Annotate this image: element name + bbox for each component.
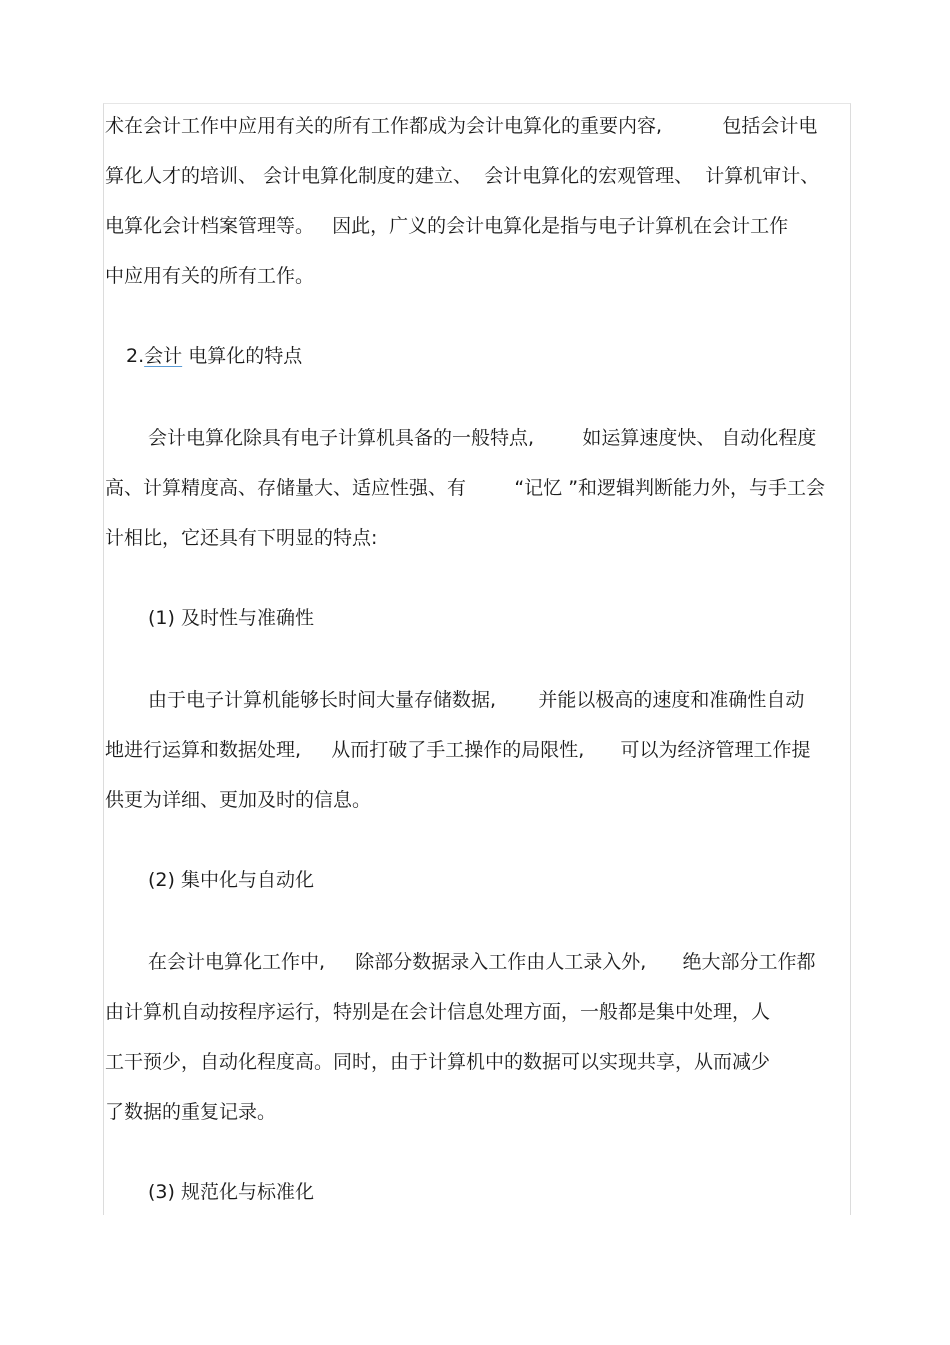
paragraph-line: 地进行运算和数据处理, 从而打破了手工操作的局限性, 可以为经济管理工作提 xyxy=(105,739,811,761)
paragraph-line: 了数据的重复记录。 xyxy=(105,1101,277,1123)
paragraph-line: 由于电子计算机能够长时间大量存储数据, 并能以极高的速度和准确性自动 xyxy=(148,689,805,711)
paragraph-line: 工干预少，自动化程度高。同时，由于计算机中的数据可以实现共享，从而减少 xyxy=(105,1051,771,1073)
subsection-title: (1) 及时性与准确性 xyxy=(148,607,314,629)
paragraph-line: 算化人才的培训、 会计电算化制度的建立、 会计电算化的宏观管理、 计算机审计、 xyxy=(105,165,820,187)
paragraph-line: 中应用有关的所有工作。 xyxy=(105,265,315,287)
paragraph-line: 在会计电算化工作中, 除部分数据录入工作由人工录入外, 绝大部分工作都 xyxy=(148,951,816,973)
heading-number: 2. xyxy=(126,345,145,367)
section-heading xyxy=(126,344,302,368)
subsection-title: (3) 规范化与标准化 xyxy=(148,1181,314,1203)
paragraph-line: 术在会计工作中应用有关的所有工作都成为会计电算化的重要内容, 包括会计电 xyxy=(105,115,818,137)
heading-link[interactable]: 会计 xyxy=(144,345,183,367)
heading-text: 电算化的特点 xyxy=(182,345,303,367)
paragraph-line: 会计电算化除具有电子计算机具备的一般特点, 如运算速度快、 自动化程度 xyxy=(148,427,817,449)
paragraph-line: 计相比，它还具有下明显的特点: xyxy=(105,527,378,549)
paragraph-line: 高、计算精度高、存储量大、适应性强、有 “记忆 ”和逻辑判断能力外，与手工会 xyxy=(105,477,826,499)
paragraph-line: 供更为详细、更加及时的信息。 xyxy=(105,789,372,811)
paragraph-line: 电算化会计档案管理等。 因此，广义的会计电算化是指与电子计算机在会计工作 xyxy=(105,215,789,237)
paragraph-line: 由计算机自动按程序运行，特别是在会计信息处理方面，一般都是集中处理，人 xyxy=(105,1001,771,1023)
subsection-title: (2) 集中化与自动化 xyxy=(148,869,314,891)
